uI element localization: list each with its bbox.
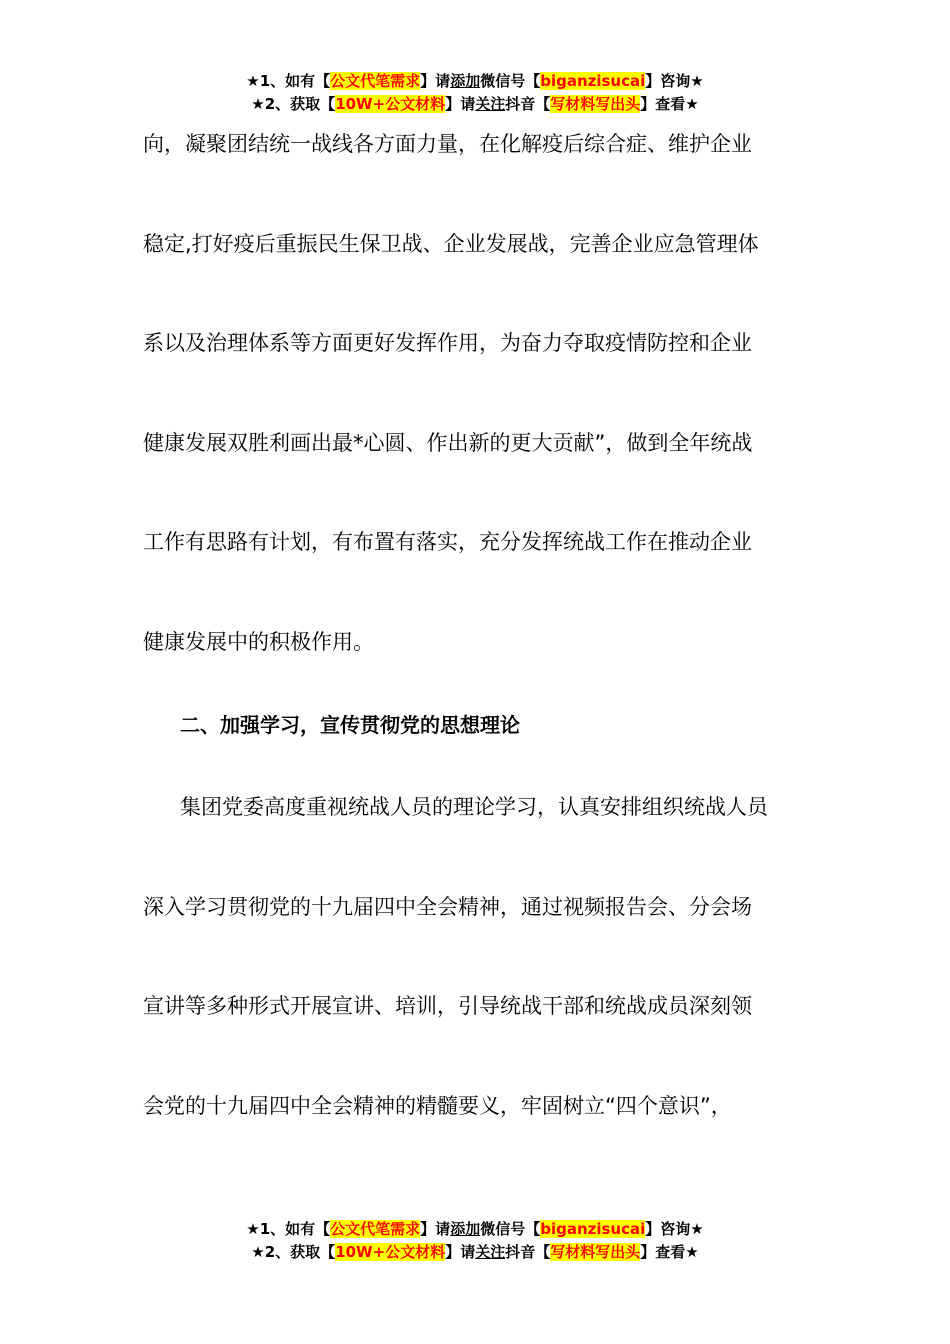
banner-text: 】查看★	[640, 1243, 699, 1261]
banner-highlight-service: 公文代笔需求	[330, 1220, 421, 1238]
banner-text: ★1、如有【	[246, 1220, 331, 1238]
section-heading: 二、加强学习，宣传贯彻党的思想理论	[180, 713, 520, 737]
banner-line-1	[0, 1218, 950, 1241]
banner-highlight-materials: 10W+公文材料	[335, 1243, 446, 1261]
banner-text: 】咨询★	[645, 1220, 704, 1238]
banner-text: 微信号【	[480, 72, 541, 90]
body-line: 系以及治理体系等方面更好发挥作用，为奋力夺取疫情防控和企业	[143, 331, 752, 355]
banner-text: 】请	[420, 72, 451, 90]
body-line: 会党的十九届四中全会精神的精髓要义，牢固树立“四个意识”，	[143, 1094, 732, 1118]
body-line: 健康发展双胜利画出最*心圆、作出新的更大贡献”，做到全年统战	[143, 431, 753, 455]
banner-text: 微信号【	[480, 1220, 541, 1238]
banner-line-2	[0, 93, 950, 116]
banner-text: 】请	[445, 1243, 476, 1261]
banner-highlight-douyin-id: 写材料写出头	[550, 95, 641, 113]
header-banner	[0, 70, 950, 116]
banner-text: 抖音【	[505, 95, 551, 113]
banner-text: 】请	[445, 95, 476, 113]
banner-underline-add: 添加	[450, 72, 481, 90]
banner-highlight-service: 公文代笔需求	[330, 72, 421, 90]
body-line: 宣讲等多种形式开展宣讲、培训，引导统战干部和统战成员深刻领	[143, 994, 752, 1018]
banner-line-2	[0, 1241, 950, 1264]
body-line: 健康发展中的积极作用。	[143, 630, 374, 654]
banner-text: ★2、获取【	[251, 1243, 336, 1261]
banner-highlight-wechat-id: biganzisucai	[540, 72, 646, 90]
body-line: 工作有思路有计划，有布置有落实，充分发挥统战工作在推动企业	[143, 530, 752, 554]
banner-text: ★2、获取【	[251, 95, 336, 113]
banner-text: 】查看★	[640, 95, 699, 113]
body-line: 稳定,打好疫后重振民生保卫战、企业发展战，完善企业应急管理体	[143, 232, 759, 256]
footer-banner	[0, 1218, 950, 1264]
banner-underline-add: 添加	[450, 1220, 481, 1238]
body-line: 向，凝聚团结统一战线各方面力量，在化解疫后综合症、维护企业	[143, 132, 752, 156]
banner-underline-follow: 关注	[475, 1243, 506, 1261]
banner-highlight-materials: 10W+公文材料	[335, 95, 446, 113]
body-line: 集团党委高度重视统战人员的理论学习，认真安排组织统战人员	[180, 795, 768, 819]
banner-text: 】请	[420, 1220, 451, 1238]
banner-text: 抖音【	[505, 1243, 551, 1261]
banner-highlight-wechat-id: biganzisucai	[540, 1220, 646, 1238]
banner-text: 】咨询★	[645, 72, 704, 90]
banner-highlight-douyin-id: 写材料写出头	[550, 1243, 641, 1261]
banner-text: ★1、如有【	[246, 72, 331, 90]
body-line: 深入学习贯彻党的十九届四中全会精神，通过视频报告会、分会场	[143, 895, 752, 919]
banner-underline-follow: 关注	[475, 95, 506, 113]
banner-line-1	[0, 70, 950, 93]
